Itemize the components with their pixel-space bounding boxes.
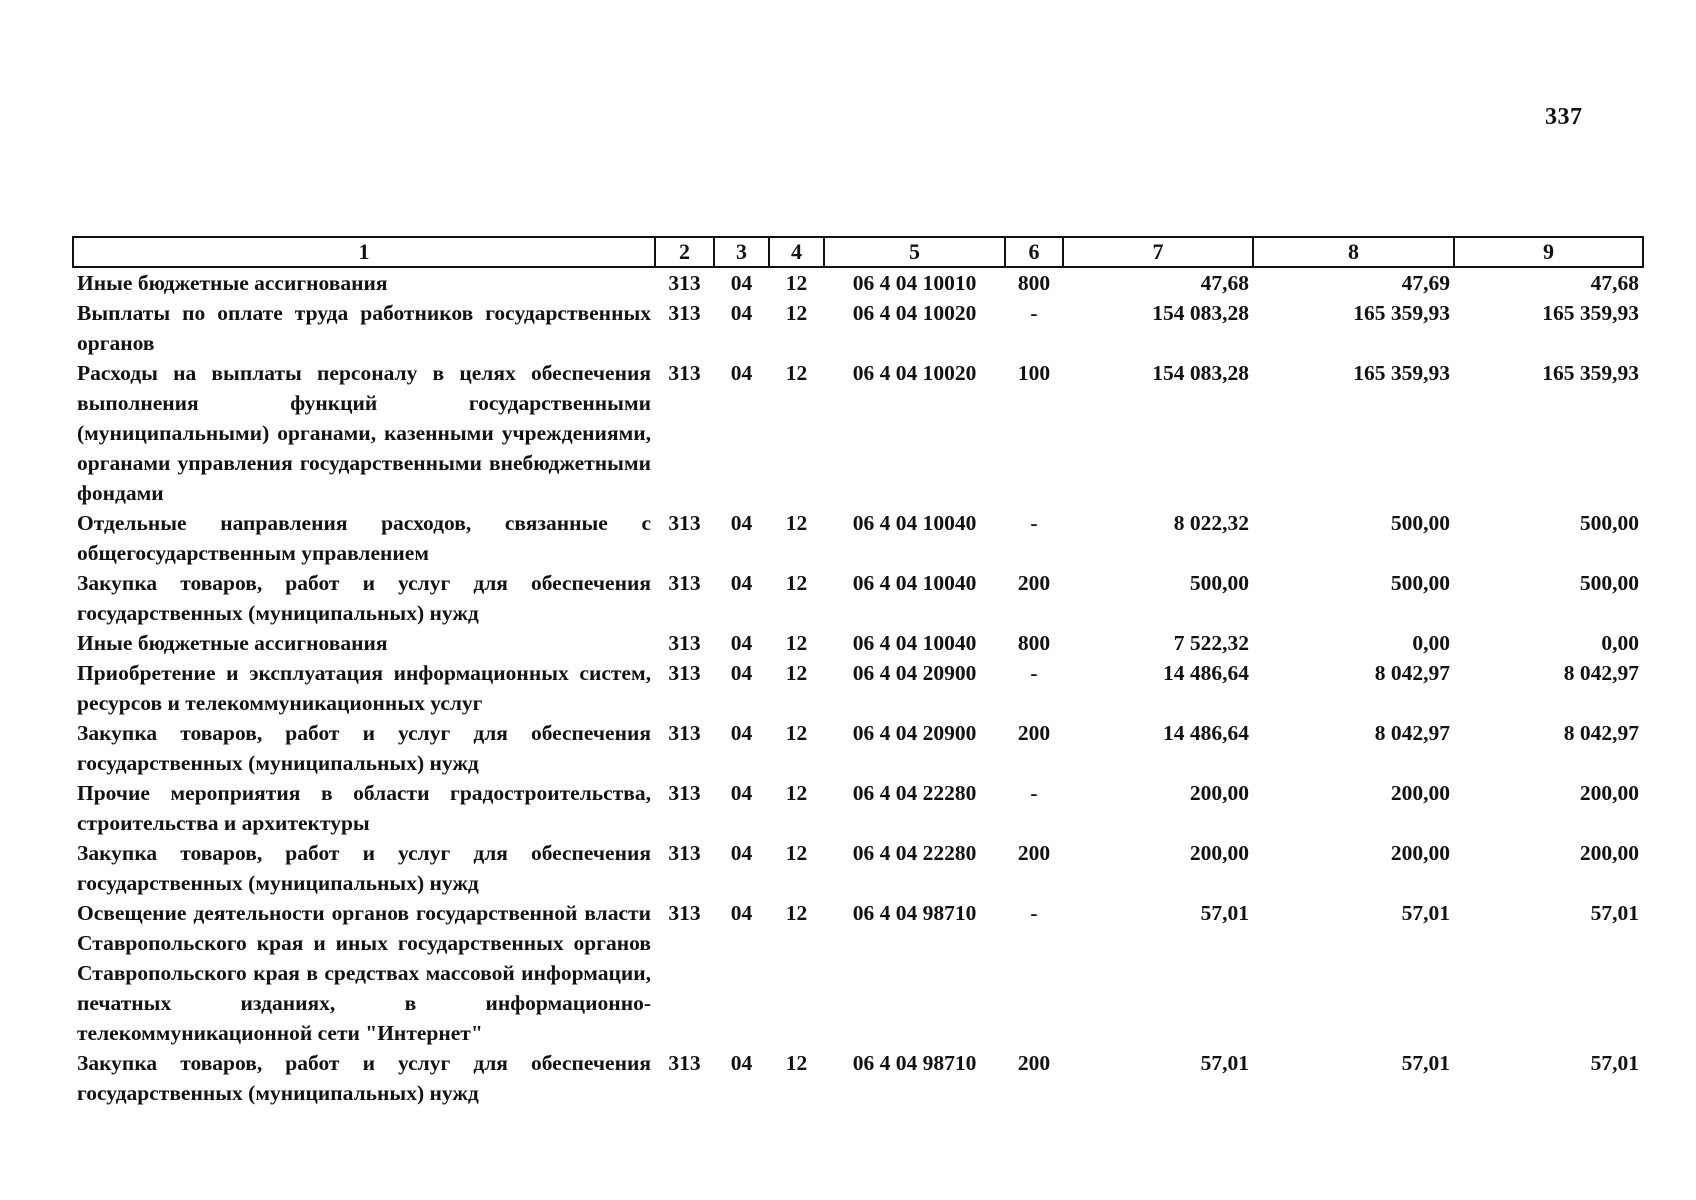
row-code-2: 313	[668, 841, 701, 865]
row-code-3: 04	[730, 571, 753, 595]
row-amount-7: 8 022,32	[1173, 511, 1249, 535]
row-code-5: 06 4 04 10040	[852, 511, 977, 535]
row-amount-9: 165 359,93	[1542, 301, 1639, 325]
row-amount-7: 7 522,32	[1173, 631, 1249, 655]
row-amount-8: 57,01	[1401, 1051, 1450, 1075]
row-code-2: 313	[668, 511, 701, 535]
row-code-4: 12	[785, 1051, 808, 1075]
header-col-8: 8	[1253, 237, 1454, 267]
row-code-6: -	[1030, 901, 1038, 925]
table-row	[73, 358, 1643, 508]
row-code-5: 06 4 04 10020	[852, 301, 977, 325]
row-code-3: 04	[730, 841, 753, 865]
row-code-6: 100	[1017, 361, 1051, 385]
row-amount-7: 200,00	[1189, 781, 1249, 805]
row-code-5: 06 4 04 22280	[852, 781, 977, 805]
row-name: Закупка товаров, работ и услуг для обеспечения государственных (муниципальных) нужд	[77, 1051, 651, 1105]
row-name: Прочие мероприятия в области градостроительства, строительства и архитектуры	[77, 781, 651, 835]
row-code-3: 04	[730, 631, 753, 655]
row-amount-9: 8 042,97	[1563, 661, 1639, 685]
row-code-6: -	[1030, 781, 1038, 805]
row-code-3: 04	[730, 1051, 753, 1075]
row-code-5: 06 4 04 10040	[852, 571, 977, 595]
row-code-2: 313	[668, 301, 701, 325]
row-code-6: -	[1030, 661, 1038, 685]
row-amount-9: 200,00	[1579, 841, 1639, 865]
table-row	[73, 628, 1643, 658]
row-name: Приобретение и эксплуатация информационных систем, ресурсов и телекоммуникационных услуг	[77, 661, 651, 715]
header-col-2: 2	[655, 237, 714, 267]
header-col-7: 7	[1063, 237, 1253, 267]
row-code-5: 06 4 04 98710	[852, 901, 977, 925]
row-name: Закупка товаров, работ и услуг для обеспечения государственных (муниципальных) нужд	[77, 841, 651, 895]
row-amount-9: 200,00	[1579, 781, 1639, 805]
header-col-9: 9	[1454, 237, 1643, 267]
table-body	[73, 267, 1643, 1108]
row-amount-8: 165 359,93	[1353, 301, 1450, 325]
row-code-5: 06 4 04 98710	[852, 1051, 977, 1075]
row-name: Выплаты по оплате труда работников государственных органов	[77, 301, 651, 355]
row-code-6: 200	[1017, 841, 1051, 865]
header-col-4: 4	[769, 237, 824, 267]
row-amount-9: 8 042,97	[1563, 721, 1639, 745]
row-code-2: 313	[668, 781, 701, 805]
row-code-4: 12	[785, 661, 808, 685]
table-row	[73, 778, 1643, 838]
row-code-3: 04	[730, 721, 753, 745]
row-code-3: 04	[730, 781, 753, 805]
row-amount-8: 8 042,97	[1374, 661, 1450, 685]
row-name: Закупка товаров, работ и услуг для обеспечения государственных (муниципальных) нужд	[77, 721, 651, 775]
row-code-4: 12	[785, 511, 808, 535]
row-code-2: 313	[668, 631, 701, 655]
row-amount-8: 47,69	[1401, 271, 1450, 295]
row-code-2: 313	[668, 721, 701, 745]
table-header	[73, 237, 1643, 267]
row-amount-9: 57,01	[1590, 901, 1639, 925]
row-code-3: 04	[730, 301, 753, 325]
header-row	[73, 237, 1643, 267]
row-code-3: 04	[730, 511, 753, 535]
row-amount-8: 8 042,97	[1374, 721, 1450, 745]
table-row	[73, 298, 1643, 358]
row-code-2: 313	[668, 901, 701, 925]
row-code-6: -	[1030, 511, 1038, 535]
row-code-2: 313	[668, 571, 701, 595]
row-amount-7: 47,68	[1200, 271, 1249, 295]
row-code-4: 12	[785, 571, 808, 595]
row-code-6: 200	[1017, 571, 1051, 595]
row-name: Освещение деятельности органов государственной власти Ставропольского края и иных государственных органов Ставропольского края в средствах массовой информации, печатных изданиях, в информационно-телекоммуникационной сети "Интернет"	[77, 901, 651, 1045]
row-amount-7: 154 083,28	[1152, 301, 1249, 325]
header-col-1: 1	[73, 237, 655, 267]
row-amount-9: 57,01	[1590, 1051, 1639, 1075]
row-code-5: 06 4 04 10010	[852, 271, 977, 295]
row-amount-7: 200,00	[1189, 841, 1249, 865]
row-code-6: 200	[1017, 1051, 1051, 1075]
row-code-5: 06 4 04 20900	[852, 661, 977, 685]
row-code-4: 12	[785, 721, 808, 745]
row-code-4: 12	[785, 301, 808, 325]
row-name: Закупка товаров, работ и услуг для обеспечения государственных (муниципальных) нужд	[77, 571, 651, 625]
row-code-5: 06 4 04 22280	[852, 841, 977, 865]
row-code-4: 12	[785, 781, 808, 805]
row-amount-8: 0,00	[1412, 631, 1450, 655]
budget-table	[72, 236, 1644, 1108]
row-code-3: 04	[730, 361, 753, 385]
row-code-2: 313	[668, 361, 701, 385]
row-amount-8: 57,01	[1401, 901, 1450, 925]
row-code-5: 06 4 04 10040	[852, 631, 977, 655]
row-amount-7: 500,00	[1189, 571, 1249, 595]
row-code-3: 04	[730, 271, 753, 295]
row-amount-9: 165 359,93	[1542, 361, 1639, 385]
table-row	[73, 898, 1643, 1048]
row-code-6: 800	[1017, 631, 1051, 655]
row-amount-8: 500,00	[1390, 571, 1450, 595]
row-code-4: 12	[785, 631, 808, 655]
row-amount-9: 0,00	[1601, 631, 1639, 655]
row-name: Расходы на выплаты персоналу в целях обеспечения выполнения функций государственными (муниципальными) органами, казенными учреждениями, органами управления государственными внебюджетными фондами	[77, 361, 651, 505]
row-code-6: 800	[1017, 271, 1051, 295]
row-amount-8: 500,00	[1390, 511, 1450, 535]
row-amount-7: 154 083,28	[1152, 361, 1249, 385]
table-row	[73, 838, 1643, 898]
row-amount-9: 500,00	[1579, 511, 1639, 535]
row-code-3: 04	[730, 661, 753, 685]
row-name: Иные бюджетные ассигнования	[77, 271, 388, 295]
row-code-5: 06 4 04 20900	[852, 721, 977, 745]
row-name: Отдельные направления расходов, связанные с общегосударственным управлением	[77, 511, 651, 565]
header-col-3: 3	[714, 237, 769, 267]
row-amount-7: 57,01	[1200, 901, 1249, 925]
header-col-5: 5	[824, 237, 1005, 267]
table-row	[73, 568, 1643, 628]
row-amount-7: 14 486,64	[1163, 661, 1249, 685]
row-code-4: 12	[785, 901, 808, 925]
table-row	[73, 718, 1643, 778]
table-row	[73, 1048, 1643, 1108]
row-code-6: -	[1030, 301, 1038, 325]
row-amount-8: 165 359,93	[1353, 361, 1450, 385]
row-amount-8: 200,00	[1390, 781, 1450, 805]
header-col-6: 6	[1005, 237, 1063, 267]
row-code-2: 313	[668, 661, 701, 685]
row-code-2: 313	[668, 1051, 701, 1075]
table-row	[73, 658, 1643, 718]
row-code-3: 04	[730, 901, 753, 925]
row-code-4: 12	[785, 361, 808, 385]
row-code-4: 12	[785, 271, 808, 295]
page-number: 337	[1545, 104, 1583, 130]
row-amount-9: 500,00	[1579, 571, 1639, 595]
table-row	[73, 508, 1643, 568]
table-row	[73, 267, 1643, 298]
row-code-2: 313	[668, 271, 701, 295]
row-code-4: 12	[785, 841, 808, 865]
row-amount-8: 200,00	[1390, 841, 1450, 865]
row-name: Иные бюджетные ассигнования	[77, 631, 388, 655]
row-amount-7: 14 486,64	[1163, 721, 1249, 745]
row-code-5: 06 4 04 10020	[852, 361, 977, 385]
row-amount-9: 47,68	[1590, 271, 1639, 295]
row-amount-7: 57,01	[1200, 1051, 1249, 1075]
row-code-6: 200	[1017, 721, 1051, 745]
